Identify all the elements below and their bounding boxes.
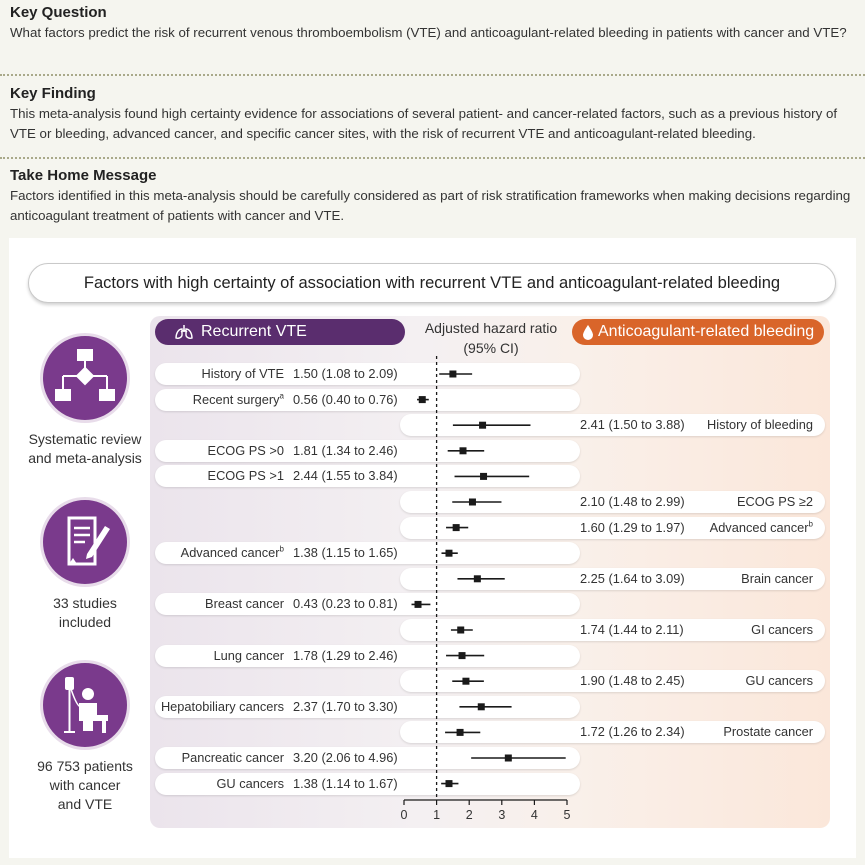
forest-row xyxy=(155,465,580,487)
forest-row xyxy=(400,670,825,692)
drop-icon xyxy=(582,324,594,345)
axis-title: Adjusted hazard ratio (95% CI) xyxy=(424,320,558,356)
footnote-marker: b xyxy=(279,544,284,554)
forest-row xyxy=(155,696,580,718)
key-finding-text: This meta-analysis found high certainty evidence for associations of several patient- and cancer-related factors, such as a previous history of VTE or bleeding, advanced cancer, and specific cancer sites, with the risk of recurrent VTE and anticoagulant-related bleeding. xyxy=(10,106,838,141)
take-home-heading: Take Home Message xyxy=(10,167,157,184)
hazard-ratio-value: 3.20 (2.06 to 4.96) xyxy=(293,750,398,765)
x-tick-label: 4 xyxy=(530,808,538,822)
patients-label: 96 753 patients with cancer and VTE xyxy=(37,758,133,812)
studies-label: 33 studies included xyxy=(53,595,117,630)
bleeding-header: Anticoagulant-related bleeding xyxy=(572,319,824,345)
hazard-ratio-value: 2.41 (1.50 to 3.88) xyxy=(580,417,685,433)
x-tick-label: 3 xyxy=(498,808,506,822)
hazard-ratio-value: 1.78 (1.29 to 2.46) xyxy=(293,647,398,663)
x-tick-label: 5 xyxy=(563,808,571,822)
forest-row xyxy=(155,389,580,411)
flowchart-icon xyxy=(40,333,130,423)
hazard-ratio-value: 2.25 (1.64 to 3.09) xyxy=(580,570,685,586)
hazard-ratio-value: 2.44 (1.55 to 3.84) xyxy=(293,468,398,484)
take-home-section xyxy=(10,167,855,226)
factor-label: Advanced cancer$^b$ xyxy=(180,544,284,561)
factor-label: Breast cancer xyxy=(205,596,284,612)
hazard-ratio-value: 2.37 (1.70 to 3.30) xyxy=(293,698,398,714)
key-question-text: What factors predict the risk of recurrent venous thromboembolism (VTE) and anticoagulant-related bleeding in patients with cancer and VTE? xyxy=(10,25,847,40)
hazard-ratio-value: 0.43 (0.23 to 0.81) xyxy=(293,596,398,612)
forest-row xyxy=(155,363,580,385)
factor-label: Brain cancer xyxy=(741,570,813,586)
banner-text: Factors with high certainty of association with recurrent VTE and anticoagulant-related bleeding xyxy=(83,273,781,292)
factor-label: History of VTE xyxy=(201,366,284,381)
key-question-section xyxy=(10,4,855,43)
hazard-ratio-value: 1.90 (1.48 to 2.45) xyxy=(580,673,685,689)
factor-label: GU cancers xyxy=(216,775,284,791)
footnote-marker: a xyxy=(279,391,284,401)
forest-row xyxy=(400,491,825,513)
document-pen-icon xyxy=(40,497,130,587)
dotted-divider xyxy=(0,74,865,76)
x-tick-label: 0 xyxy=(400,808,408,822)
x-tick-label: 2 xyxy=(465,808,473,822)
forest-row xyxy=(400,619,825,641)
forest-row xyxy=(400,568,825,590)
patient-iv-icon xyxy=(40,660,130,750)
key-question-heading: Key Question xyxy=(10,4,107,21)
factor-label: Recent surgery$^a$ xyxy=(192,391,284,407)
forest-row xyxy=(400,414,825,436)
footnote-marker: b xyxy=(808,519,813,529)
hazard-ratio-value: 1.74 (1.44 to 2.11) xyxy=(580,622,684,637)
hazard-ratio-value: 1.38 (1.14 to 1.67) xyxy=(293,775,398,791)
x-tick-label: 1 xyxy=(433,808,441,822)
factor-label: Advanced cancer$^b$ xyxy=(709,519,813,535)
hazard-ratio-value: 1.50 (1.08 to 2.09) xyxy=(293,366,398,381)
forest-row xyxy=(400,517,825,539)
systematic-review-label: Systematic review and meta-analysis xyxy=(28,431,142,466)
forest-row xyxy=(400,721,825,743)
forest-row xyxy=(155,645,580,667)
hazard-ratio-value: 1.72 (1.26 to 2.34) xyxy=(580,724,685,740)
factor-label: Prostate cancer xyxy=(723,724,813,740)
factor-label: Hepatobiliary cancers xyxy=(160,698,284,714)
hazard-ratio-value: 1.60 (1.29 to 1.97) xyxy=(580,519,685,535)
factor-label: ECOG PS >0 xyxy=(207,442,284,458)
forest-row xyxy=(155,440,580,462)
forest-row xyxy=(155,593,580,615)
take-home-text: Factors identified in this meta-analysis should be carefully considered as part of risk stratification frameworks when making decisions regarding anticoagulant treatment of patients with cancer and VTE. xyxy=(10,188,851,223)
recurrent-vte-header: Recurrent VTE xyxy=(155,319,405,345)
factor-label: Lung cancer xyxy=(213,647,284,663)
dotted-divider xyxy=(0,157,865,159)
hazard-ratio-value: 1.38 (1.15 to 1.65) xyxy=(293,545,398,561)
hazard-ratio-value: 2.10 (1.48 to 2.99) xyxy=(580,494,685,509)
factor-label: GI cancers xyxy=(751,622,813,637)
lungs-icon xyxy=(175,324,193,345)
key-finding-section xyxy=(10,85,855,144)
hazard-ratio-value: 0.56 (0.40 to 0.76) xyxy=(293,391,398,407)
hazard-ratio-value: 1.81 (1.34 to 2.46) xyxy=(293,442,398,458)
forest-row xyxy=(155,747,580,769)
factor-label: ECOG PS ≥2 xyxy=(736,494,813,509)
forest-row xyxy=(155,542,580,564)
factor-label: Pancreatic cancer xyxy=(181,750,284,765)
factor-label: GU cancers xyxy=(745,673,813,689)
factor-label: History of bleeding xyxy=(707,417,813,433)
key-finding-heading: Key Finding xyxy=(10,85,96,102)
factor-label: ECOG PS >1 xyxy=(207,468,284,484)
forest-row xyxy=(155,773,580,795)
figure-banner xyxy=(28,263,836,303)
